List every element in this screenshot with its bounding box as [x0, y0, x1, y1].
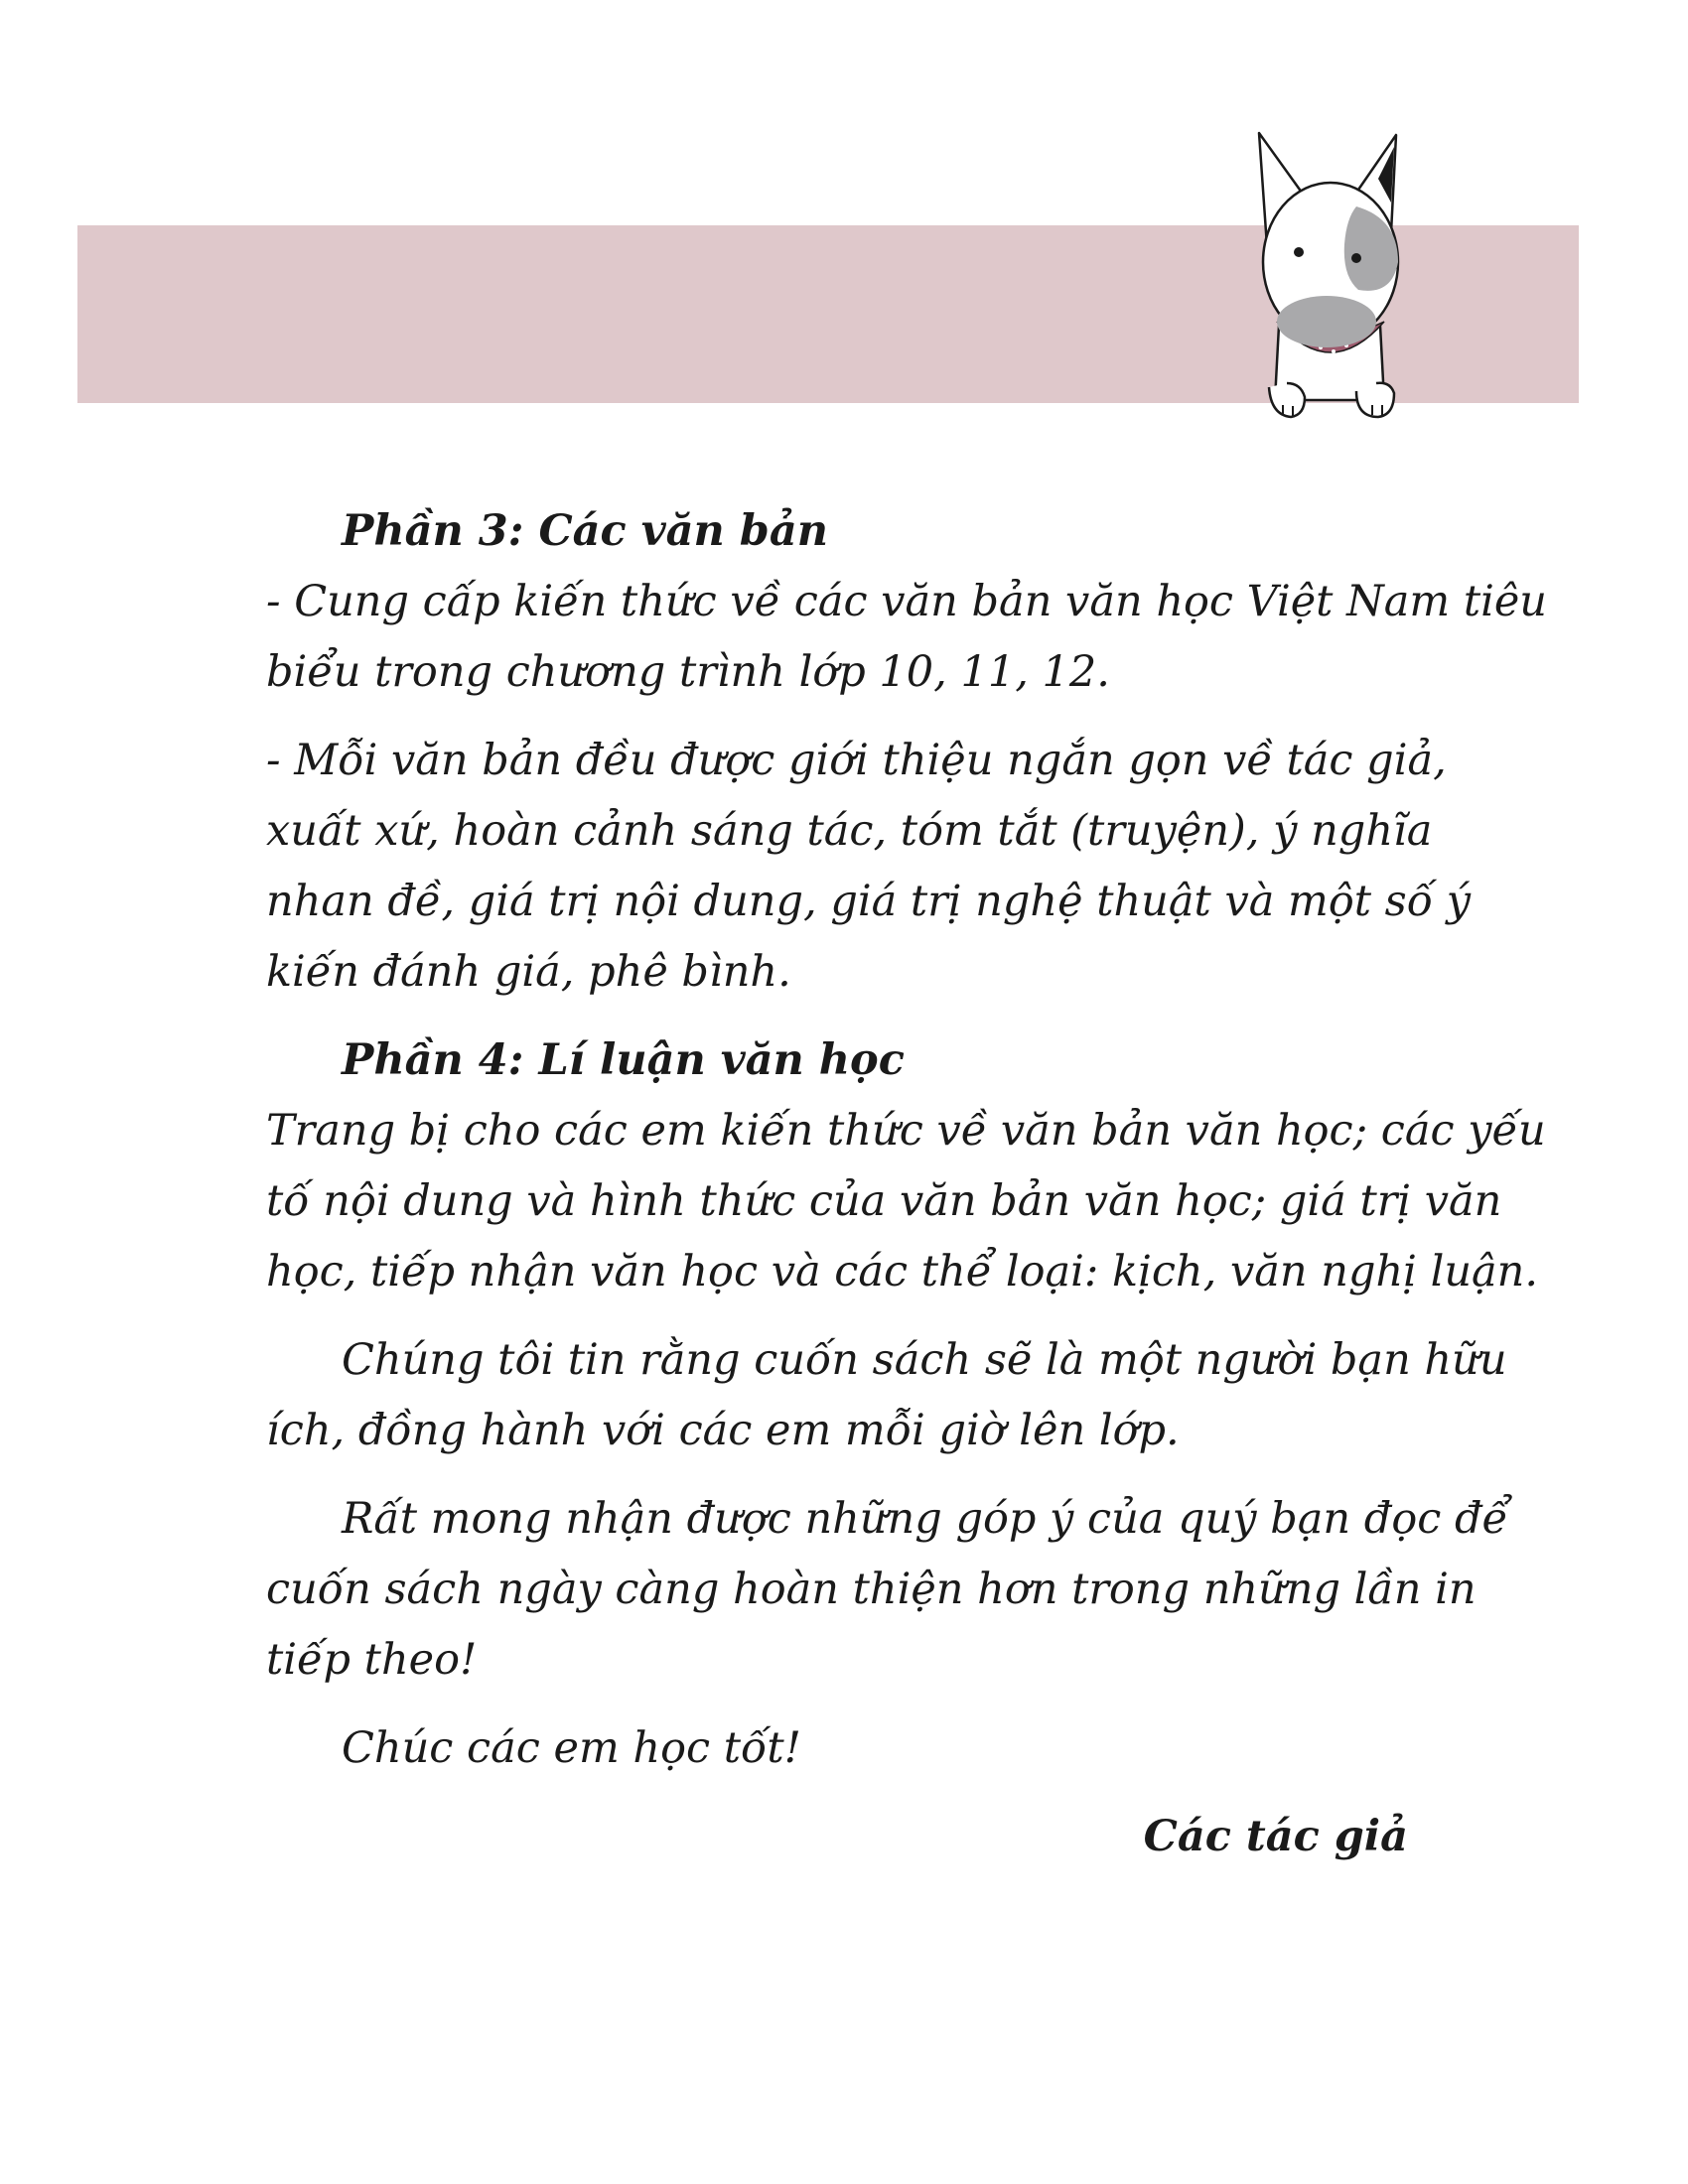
- closing-para2-line1: Rất mong nhận được những góp ý của quý bạn đọc để: [342, 1494, 1508, 1544]
- closing-para2-line2: cuốn sách ngày càng hoàn thiện hơn trong những lần in: [266, 1565, 1477, 1614]
- closing-para2-line3: tiếp theo!: [266, 1635, 478, 1685]
- document-body: [266, 496, 1547, 1872]
- section3-para1-line1: - Cung cấp kiến thức về các văn bản văn học Việt Nam tiêu: [266, 577, 1547, 626]
- section3-para2-line2: xuất xứ, hoàn cảnh sáng tác, tóm tắt (truyện), ý nghĩa: [266, 806, 1433, 856]
- section3-heading: Phần 3: Các văn bản: [342, 506, 828, 556]
- section4-para-line1: Trang bị cho các em kiến thức về văn bản văn học; các yếu: [266, 1106, 1546, 1156]
- section3-para2-line3: nhan đề, giá trị nội dung, giá trị nghệ thuật và một số ý: [266, 877, 1471, 926]
- closing-wish: Chúc các em học tốt!: [342, 1723, 801, 1773]
- section3-para2-line4: kiến đánh giá, phê bình.: [266, 947, 791, 997]
- closing-para1-line1: Chúng tôi tin rằng cuốn sách sẽ là một người bạn hữu: [342, 1335, 1507, 1385]
- section4-para-line2: tố nội dung và hình thức của văn bản văn học; giá trị văn: [266, 1176, 1502, 1226]
- section4-heading: Phần 4: Lí luận văn học: [342, 1035, 905, 1085]
- signature: Các tác giả: [1143, 1812, 1408, 1861]
- section4-para-line3: học, tiếp nhận văn học và các thể loại: kịch, văn nghị luận.: [266, 1247, 1539, 1297]
- section3-para1-line2: biểu trong chương trình lớp 10, 11, 12.: [266, 647, 1110, 697]
- dog-icon: [1239, 127, 1418, 425]
- closing-para1-line2: ích, đồng hành với các em mỗi giờ lên lớp.: [266, 1406, 1180, 1455]
- section3-para2-line1: - Mỗi văn bản đều được giới thiệu ngắn gọn về tác giả,: [266, 736, 1447, 785]
